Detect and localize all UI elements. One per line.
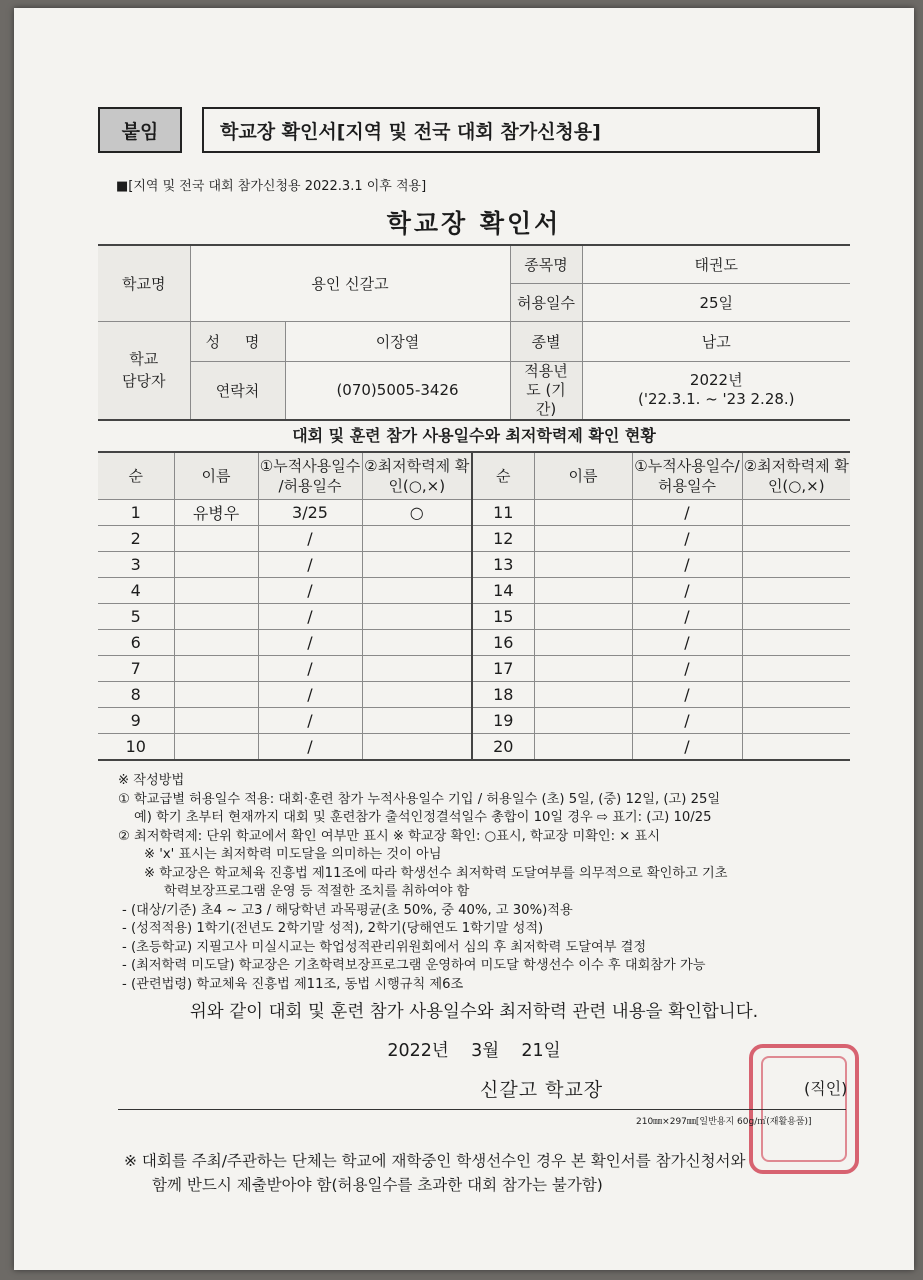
table-cell-check	[362, 526, 472, 552]
section-title: 대회 및 훈련 참가 사용일수와 최저학력제 확인 현황	[292, 426, 656, 445]
table-cell-check2	[742, 578, 850, 604]
table-cell-name	[174, 604, 258, 630]
table-cell-name	[174, 708, 258, 734]
table-cell-days2: /	[632, 500, 742, 526]
issue-date	[98, 1037, 850, 1062]
table-cell-check2	[742, 500, 850, 526]
note-line: ② 최저학력제: 단위 학교에서 확인 여부만 표시 ※ 학교장 확인: ○표시, 학교장 미확인: × 표시	[118, 828, 661, 844]
table-row	[98, 656, 850, 682]
table-cell-name	[174, 552, 258, 578]
col-no-2: 순	[472, 452, 534, 500]
table-cell-check	[362, 734, 472, 761]
table-cell-name	[174, 682, 258, 708]
manager-label: 학교 담당자	[98, 321, 190, 420]
table-cell-days: /	[258, 682, 362, 708]
note-line: ※ 학교장은 학교체육 진흥법 제11조에 따라 학생선수 최저학력 도달여부를 의무적으로 확인하고 기초	[144, 865, 728, 881]
table-row	[98, 500, 850, 526]
table-row	[98, 682, 850, 708]
table-cell-name2	[534, 526, 632, 552]
table-cell-days2: /	[632, 734, 742, 761]
table-cell-no: 3	[98, 552, 174, 578]
contact-label: 연락처	[190, 361, 285, 420]
date-day: 21일	[521, 1041, 561, 1061]
note-line: 예) 학기 초부터 현재까지 대회 및 훈련참가 출석인정결석일수 총합이 10일 경우 ⇨ 표기: (고) 10/25	[134, 810, 712, 825]
event-value: 태권도	[582, 245, 850, 283]
table-cell-check2	[742, 630, 850, 656]
note-line: ※ 작성방법	[118, 773, 185, 788]
table-cell-no: 7	[98, 656, 174, 682]
table-cell-check	[362, 708, 472, 734]
col-days: ①누적사용일수 /허용일수	[258, 452, 362, 500]
col-check: ②최저학력제 확인(○,×)	[362, 452, 472, 500]
table-cell-days2: /	[632, 656, 742, 682]
table-cell-days2: /	[632, 682, 742, 708]
applicability-note: ■[지역 및 전국 대회 참가신청용 2022.3.1 이후 적용]	[116, 179, 427, 194]
table-cell-no2: 20	[472, 734, 534, 761]
table-row	[98, 604, 850, 630]
table-cell-name2	[534, 604, 632, 630]
year-cell	[582, 361, 850, 420]
footer-line: ※ 대회를 주최/주관하는 단체는 학교에 재학중인 학생선수인 경우 본 확인서를 참가신청서와	[124, 1152, 746, 1170]
table-cell-days: /	[258, 604, 362, 630]
note-line: - (성적적용) 1학기(전년도 2학기말 성적), 2학기(당해연도 1학기말 성적)	[122, 921, 544, 936]
table-cell-days: /	[258, 578, 362, 604]
page-title: 학교장 확인서	[386, 209, 562, 238]
table-cell-no2: 16	[472, 630, 534, 656]
table-cell-check	[362, 578, 472, 604]
note-line: ※ 'x' 표시는 최저학력 미도달을 의미하는 것이 아님	[144, 847, 442, 862]
table-cell-no: 8	[98, 682, 174, 708]
seal-label: (직인)	[804, 1079, 848, 1098]
table-cell-name2	[534, 578, 632, 604]
table-cell-name2	[534, 552, 632, 578]
allowed-days-label: 허용일수	[510, 283, 582, 321]
table-cell-check2	[742, 604, 850, 630]
table-cell-name	[174, 656, 258, 682]
document-page	[14, 8, 914, 1270]
divider	[118, 1109, 846, 1110]
allowed-days-value: 25일	[582, 283, 850, 321]
col-check-2: ②최저학력제 확인(○,×)	[742, 452, 850, 500]
table-cell-no2: 18	[472, 682, 534, 708]
school-value: 용인 신갈고	[190, 245, 510, 321]
header-title: 학교장 확인서[지역 및 전국 대회 참가신청용]	[202, 107, 820, 153]
table-cell-days: /	[258, 734, 362, 761]
info-table	[98, 244, 850, 421]
table-cell-days: /	[258, 552, 362, 578]
table-cell-no: 2	[98, 526, 174, 552]
table-row	[98, 630, 850, 656]
table-cell-no2: 12	[472, 526, 534, 552]
school-label: 학교명	[98, 245, 190, 321]
table-cell-days: /	[258, 526, 362, 552]
note-line: ① 학교급별 허용일수 적용: 대회·훈련 참가 누적사용일수 기입 / 허용일수 (초) 5일, (중) 12일, (고) 25일	[118, 791, 721, 807]
contact-value: (070)5005-3426	[285, 361, 510, 420]
table-cell-name2	[534, 500, 632, 526]
name-value: 이장열	[285, 321, 510, 361]
note-line: - (대상/기준) 초4 ~ 고3 / 해당학년 과목평균(초 50%, 중 40%, 고 30%)적용	[122, 902, 573, 918]
table-cell-name2	[534, 734, 632, 761]
date-year: 2022년	[387, 1041, 449, 1061]
col-name-2: 이름	[534, 452, 632, 500]
attachment-tag: 붙임	[98, 107, 182, 153]
confirmation-statement: 위와 같이 대회 및 훈련 참가 사용일수와 최저학력 관련 내용을 확인합니다.	[189, 1002, 759, 1022]
table-cell-days: /	[258, 630, 362, 656]
event-label: 종목명	[510, 245, 582, 283]
table-cell-no2: 19	[472, 708, 534, 734]
table-cell-no: 4	[98, 578, 174, 604]
period-value: ('22.3.1. ~ '23 2.28.)	[637, 390, 795, 408]
table-cell-no: 10	[98, 734, 174, 761]
roster-table	[98, 451, 850, 761]
col-days-2: ①누적사용일수/ 허용일수	[632, 452, 742, 500]
paper-spec: 210㎜×297㎜[일반용지 60g/㎡(재활용품)]	[636, 1117, 812, 1127]
principal-signature: 신갈고 학교장	[480, 1079, 604, 1101]
table-cell-no: 5	[98, 604, 174, 630]
table-cell-name	[174, 734, 258, 761]
table-cell-name	[174, 578, 258, 604]
table-cell-days2: /	[632, 526, 742, 552]
table-cell-days: /	[258, 708, 362, 734]
table-cell-name2	[534, 682, 632, 708]
table-cell-days2: /	[632, 604, 742, 630]
table-cell-check: ○	[362, 500, 472, 526]
table-cell-days: /	[258, 656, 362, 682]
table-cell-check	[362, 630, 472, 656]
table-row	[98, 526, 850, 552]
gender-label: 종별	[510, 321, 582, 361]
table-cell-no: 9	[98, 708, 174, 734]
table-cell-check2	[742, 552, 850, 578]
table-cell-name2	[534, 630, 632, 656]
year-label: 적용년도 (기간)	[510, 361, 582, 420]
table-cell-check2	[742, 682, 850, 708]
table-cell-name2	[534, 708, 632, 734]
table-cell-check	[362, 656, 472, 682]
year-value: 2022년	[689, 371, 743, 389]
table-cell-no2: 15	[472, 604, 534, 630]
footer-note	[124, 1149, 844, 1197]
table-cell-check2	[742, 656, 850, 682]
table-cell-name	[174, 526, 258, 552]
table-cell-name2	[534, 656, 632, 682]
table-cell-check2	[742, 526, 850, 552]
table-cell-days: 3/25	[258, 500, 362, 526]
col-no: 순	[98, 452, 174, 500]
table-cell-name: 유병우	[174, 500, 258, 526]
col-name: 이름	[174, 452, 258, 500]
table-cell-no2: 11	[472, 500, 534, 526]
table-cell-days2: /	[632, 630, 742, 656]
table-cell-check2	[742, 708, 850, 734]
table-cell-no: 6	[98, 630, 174, 656]
table-cell-check	[362, 604, 472, 630]
table-cell-check2	[742, 734, 850, 761]
table-row	[98, 578, 850, 604]
table-row	[98, 708, 850, 734]
table-cell-days2: /	[632, 552, 742, 578]
table-row	[98, 552, 850, 578]
footer-line: 함께 반드시 제출받아야 함(허용일수를 초과한 대회 참가는 불가함)	[152, 1176, 603, 1194]
table-cell-check	[362, 552, 472, 578]
date-month: 3월	[471, 1041, 500, 1061]
table-cell-no2: 14	[472, 578, 534, 604]
instructions	[118, 772, 853, 994]
note-line: 학력보장프로그램 운영 등 적절한 조치를 취하여야 함	[164, 884, 470, 899]
table-cell-no: 1	[98, 500, 174, 526]
note-line: - (최저학력 미도달) 학교장은 기초학력보장프로그램 운영하여 미도달 학생선수 이수 후 대회참가 가능	[122, 958, 706, 973]
table-row	[98, 734, 850, 761]
table-cell-no2: 17	[472, 656, 534, 682]
table-cell-check	[362, 682, 472, 708]
table-cell-name	[174, 630, 258, 656]
name-label: 성 명	[190, 321, 285, 361]
note-line: - (초등학교) 지필고사 미실시교는 학업성적관리위원회에서 심의 후 최저학력 도달여부 결정	[122, 939, 647, 955]
gender-value: 남고	[582, 321, 850, 361]
table-cell-days2: /	[632, 708, 742, 734]
table-cell-days2: /	[632, 578, 742, 604]
table-cell-no2: 13	[472, 552, 534, 578]
note-line: - (관련법령) 학교체육 진흥법 제11조, 동법 시행규칙 제6조	[122, 976, 464, 992]
